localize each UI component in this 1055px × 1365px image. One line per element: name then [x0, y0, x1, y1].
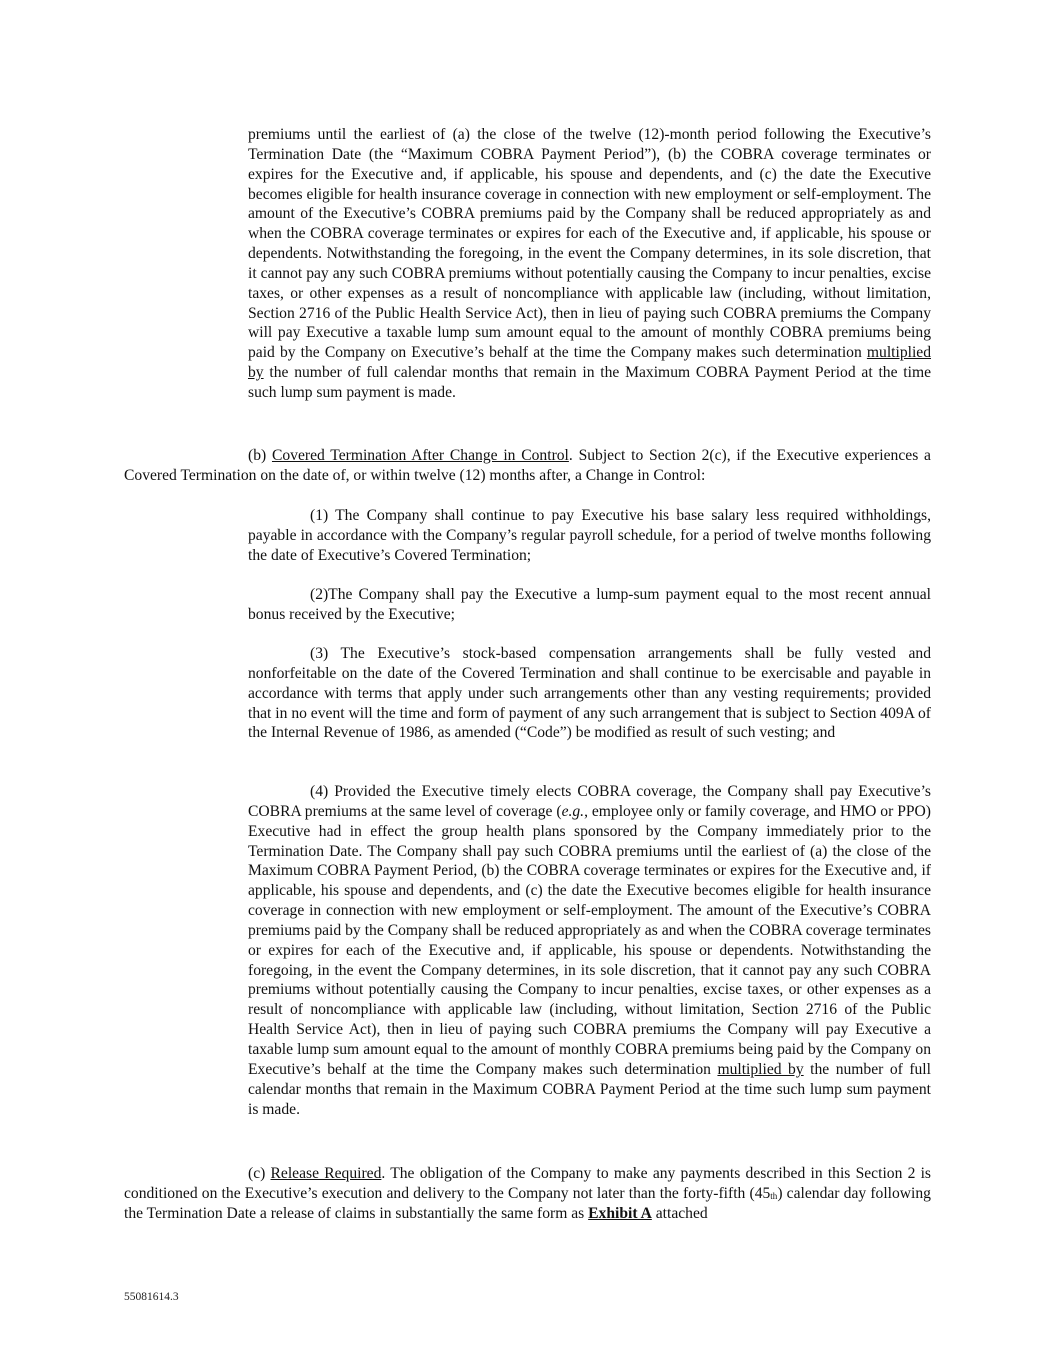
section-heading: Release Required	[270, 1165, 382, 1182]
section-2c-paragraph	[124, 1164, 931, 1224]
ordinal-suffix: th	[770, 1190, 778, 1201]
italic-term: e.g.	[561, 802, 585, 820]
paragraph-text: the number of full calendar months that remain in the Maximum COBRA Payment Period at the time such lump sum payment is made.	[248, 364, 931, 401]
paragraph-text: . Subject to Section 2(c), if the Executive experiences a Covered Termination on the date of, or within twelve (12) months after, a Change in Control:	[124, 447, 931, 484]
paragraph-text: premiums until the earliest of (a) the close of the twelve (12)-month period following the Executive’s Termination Date (the “Maximum COBRA Payment Period”), (b) the COBRA coverage terminates or expires for the Executive and, if applicable, his spouse and dependents, and (c) the date the Executive becomes eligible for health insurance coverage in connection with new employment or self-employment. The amount of the Executive’s COBRA premiums paid by the Company shall be reduced appropriately as and when the COBRA coverage terminates or expires for each of the Executive and, if applicable, his spouse or dependents. Notwithstanding the foregoing, in the event the Company determines, in its sole discretion, that it cannot pay any such COBRA premiums without potentially causing the Company to incur penalties, excise taxes, or other expenses as a result of noncompliance with applicable law (including, without limitation, Section 2716 of the Public Health Service Act), then in lieu of paying such COBRA premiums the Company will pay Executive a taxable lump sum amount equal to the amount of monthly COBRA premiums being paid by the Company on Executive’s behalf at the time the Company makes such determination	[248, 126, 932, 362]
underlined-term: multiplied by	[248, 344, 931, 382]
section-number: (c)	[248, 1165, 271, 1182]
cobra-continuation-paragraph	[248, 125, 931, 403]
list-item-4	[248, 782, 931, 1119]
exhibit-reference: Exhibit A	[588, 1204, 652, 1222]
list-item-2: (2)The Company shall pay the Executive a lump-sum payment equal to the most recent annual bonus received by the Executive;	[248, 586, 931, 623]
section-2b-paragraph	[124, 446, 931, 486]
paragraph-text: attached	[651, 1204, 708, 1222]
paragraph-text: . The obligation of the Company to make any payments described in this Section 2 is conditioned on the Executive’s execution and delivery to the Company not later than the forty-fifth (45	[124, 1165, 931, 1202]
section-number: (b)	[248, 447, 272, 464]
list-item-1: (1) The Company shall continue to pay Executive his base salary less required withholdings, payable in accordance with the Company’s regular payroll schedule, for a period of twelve months following the date of Executive’s Covered Termination;	[248, 507, 931, 564]
list-item-3: (3) The Executive’s stock-based compensation arrangements shall be fully vested and nonforfeitable on the date of the Covered Termination and shall continue to be exercisable and payable in accordance with terms that apply under such arrangements other than any vesting requirements; provided that in no event will the time and form of payment of any such arrangement that is subject to Section 409A of the Internal Revenue of 1986, as amended (“Code”) be modified as result of such vesting; and	[248, 645, 931, 742]
document-footer-id: 55081614.3	[124, 1291, 179, 1303]
paragraph-text: , employee only or family coverage, and HMO or PPO) Executive had in effect the group health plans sponsored by the Company immediately prior to the Termination Date. The Company shall pay such COBRA premiums until the earliest of (a) the close of the Maximum COBRA Payment Period, (b) the COBRA coverage terminates or expires for the Executive and, if applicable, his spouse and dependents, and (c) the date the Executive becomes eligible for health insurance coverage in connection with new employment or self-employment. The amount of the Executive’s COBRA premiums paid by the Company shall be reduced appropriately as and when the COBRA coverage terminates or expires for each of the Executive and, if applicable, his spouse or dependents. Notwithstanding the foregoing, in the event the Company determines, in its sole discretion, that it cannot pay any such COBRA premiums without potentially causing the Company to incur penalties, excise taxes, or other expenses as a result of noncompliance with applicable law (including, without limitation, Section 2716 of the Public Health Service Act), then in lieu of paying such COBRA premiums the Company will pay Executive a taxable lump sum amount equal to the amount of monthly COBRA premiums being paid by the Company on Executive’s behalf at the time the Company makes such determination	[248, 802, 931, 1078]
section-heading: Covered Termination After Change in Control	[271, 447, 569, 464]
paragraph-text: ) calendar day following the Termination Date a release of claims in substantially the same form as	[124, 1184, 931, 1222]
paragraph-text: the number of full calendar months that remain in the Maximum COBRA Payment Period at the time such lump sum payment is made.	[248, 1060, 931, 1118]
paragraph-text: (4) Provided the Executive timely elects COBRA coverage, the Company shall pay Executive’s COBRA premiums at the same level of coverage (	[248, 783, 931, 820]
underlined-term: multiplied by	[717, 1060, 804, 1078]
